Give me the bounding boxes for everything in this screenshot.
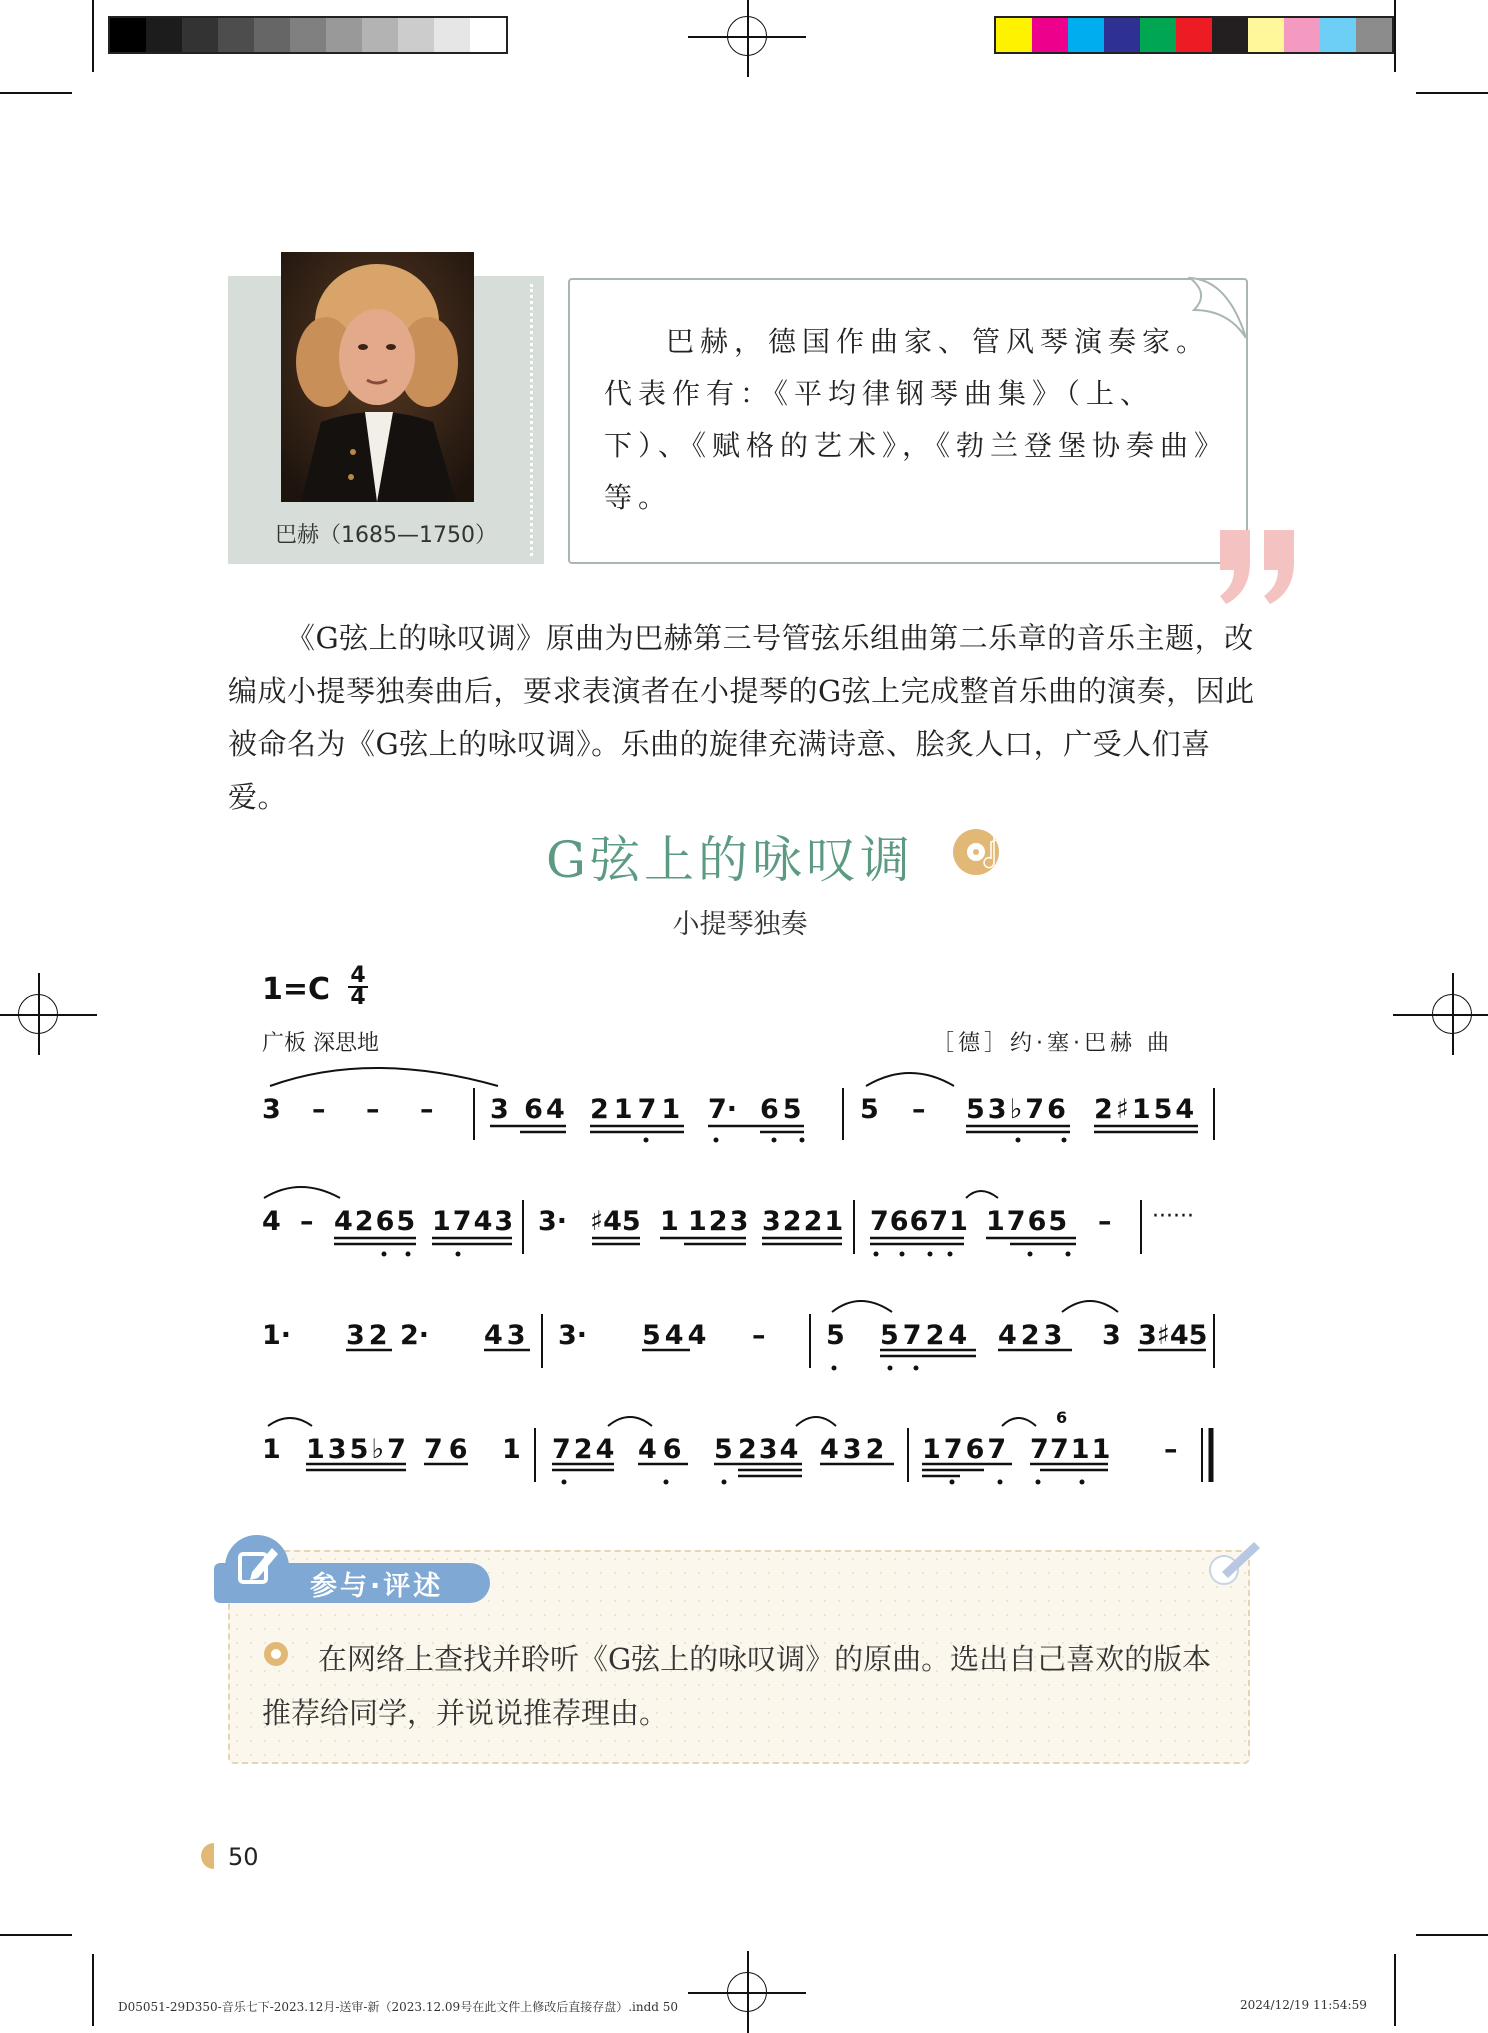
score-note: – (312, 1094, 326, 1125)
score-note: 43 (484, 1320, 530, 1351)
score-note: 3 64 (490, 1094, 568, 1125)
tempo-marking: 广板 深思地 (262, 1031, 379, 1056)
score-note: 724 (552, 1434, 618, 1465)
score-note: 5724 (880, 1320, 972, 1351)
song-title: G弦上的咏叹调 (546, 831, 914, 889)
score-note: 2· (400, 1320, 430, 1351)
portrait-caption: 巴赫（1685—1750） (275, 523, 497, 548)
pen-doodle-icon (1204, 1532, 1264, 1592)
score-note: 3· (558, 1320, 588, 1351)
score-note: 1 (660, 1206, 679, 1237)
score-note: 135♭7 (306, 1434, 409, 1465)
score-note: 5 (714, 1434, 733, 1465)
score-note: – (300, 1206, 314, 1237)
score-note: 3 (1102, 1320, 1121, 1351)
score-note: 32 (346, 1320, 392, 1351)
score-note: 3 (262, 1094, 281, 1125)
score-continuation: ······ (1152, 1204, 1194, 1229)
participate-text: 在网络上查找并聆听《G弦上的咏叹调》的原曲。选出自己喜欢的版本推荐给同学，并说说推荐理由。 (262, 1642, 1212, 1730)
participate-label: 参与·评述 (310, 1571, 444, 1602)
score-note: ♯45 (590, 1206, 641, 1237)
page-number-tab-icon (198, 1843, 214, 1869)
score-note: 711 (1050, 1434, 1113, 1465)
score-note: 1765 (986, 1206, 1070, 1237)
score-note: 123 (688, 1206, 751, 1237)
score-note: 4 (262, 1206, 281, 1237)
composer-credit: ［德］约·塞·巴赫 曲 (932, 1031, 1173, 1056)
score-note: 1· (262, 1320, 292, 1351)
score-note: 65 (760, 1094, 806, 1125)
score-note: 4265 (334, 1206, 418, 1237)
score-note: 432 (820, 1434, 889, 1465)
score-note: – (1098, 1206, 1112, 1237)
score-note: 423 (998, 1320, 1067, 1351)
score-note: – (420, 1094, 434, 1125)
score-note: 7· (708, 1094, 738, 1125)
song-subtitle: 小提琴独奏 (672, 909, 808, 940)
bio-text: 巴赫，德国作曲家、管风琴演奏家。代表作有：《平均律钢琴曲集》（上、下）、《赋格的艺术》，《勃兰登堡协奏曲》等。 (604, 325, 1215, 514)
score-note: 234 (738, 1434, 801, 1465)
grace-note: 6 (1056, 1408, 1068, 1427)
score-note: 46 (638, 1434, 688, 1465)
intro-paragraph: 《G弦上的咏叹调》原曲为巴赫第三号管弦乐组曲第二乐章的音乐主题，改编成小提琴独奏曲后，要求表演者在小提琴的G弦上完成整首乐曲的演奏，因此被命名为《G弦上的咏叹调》。乐曲的旋律充满诗意、脍炙人口，广受人们喜爱。 (228, 621, 1255, 814)
score-note: 3♯45 (1138, 1320, 1208, 1351)
score-note: 76671 (870, 1206, 969, 1237)
print-timestamp: 2024/12/19 11:54:59 (1240, 1998, 1367, 2012)
score-note: 5 (826, 1320, 845, 1351)
score-note: 76 (424, 1434, 474, 1465)
score-note: 1743 (432, 1206, 516, 1237)
key-signature: 1=C (262, 972, 331, 1007)
score-note: – (752, 1320, 766, 1351)
score-note: 3· (538, 1206, 568, 1237)
score-note: 544 (642, 1320, 711, 1351)
score-note: 2♯154 (1094, 1094, 1198, 1125)
time-signature-bottom: 4 (348, 986, 368, 1008)
score-note: – (1164, 1434, 1178, 1465)
score-note: 7 (1030, 1434, 1049, 1465)
score-note: 3221 (762, 1206, 846, 1237)
pencil-edit-icon (222, 1532, 292, 1602)
score-note: 53♭76 (966, 1094, 1069, 1125)
score-note: – (912, 1094, 926, 1125)
score-note: 1 (502, 1434, 521, 1465)
score-note: 2171 (590, 1094, 686, 1125)
score-note: 5 (860, 1094, 879, 1125)
page-number: 50 (228, 1843, 259, 1871)
file-slug: D05051-29D350-音乐七下-2023.12月-送审-新（2023.12.09号在此文件上修改后直接存盘）.indd 50 (118, 2000, 679, 2014)
score-note: 1 (262, 1434, 281, 1465)
registration-mark-bottom-icon (727, 1972, 767, 2012)
score-note: – (366, 1094, 380, 1125)
score-note: 1767 (922, 1434, 1010, 1465)
time-signature-top: 4 (350, 963, 366, 988)
